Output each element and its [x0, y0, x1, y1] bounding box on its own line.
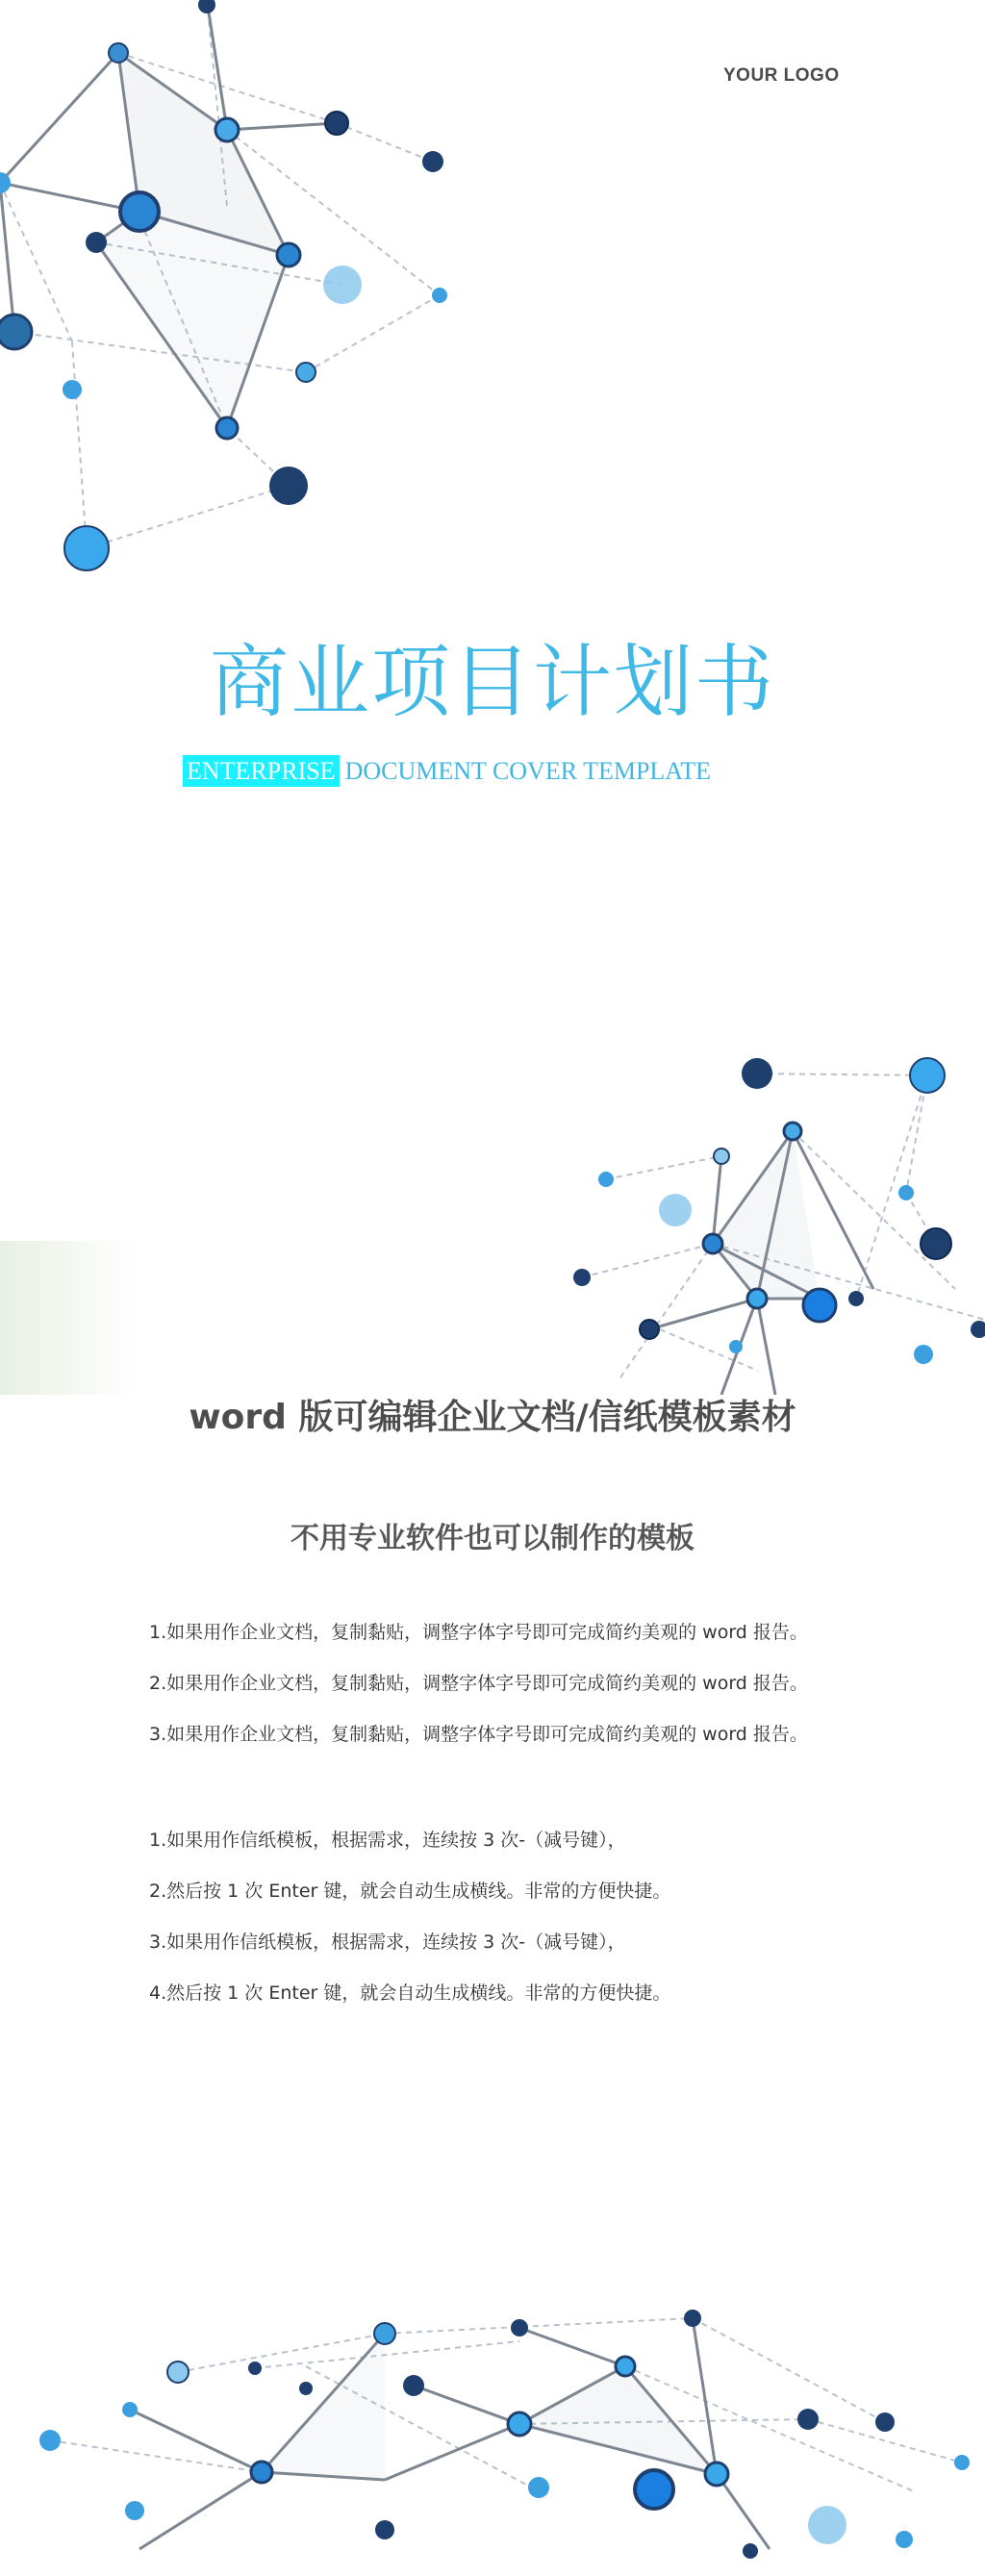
instruction-line: 1.如果用作企业文档，复制黏贴，调整字体字号即可完成简约美观的 word 报告。 — [149, 1622, 808, 1643]
subtitle-rest: DOCUMENT COVER TEMPLATE — [344, 757, 711, 785]
instruction-line: 4.然后按 1 次 Enter 键，就会自动生成横线。非常的方便快捷。 — [149, 1983, 671, 2004]
decorative-band — [0, 1241, 135, 1395]
instruction-line: 2.如果用作企业文档，复制黏贴，调整字体字号即可完成简约美观的 word 报告。 — [149, 1673, 808, 1694]
network-graphic-bottom — [0, 2299, 985, 2576]
instruction-line: 2.然后按 1 次 Enter 键，就会自动生成横线。非常的方便快捷。 — [149, 1881, 671, 1902]
network-graphic-middle-right — [539, 1020, 985, 1395]
section-subheading: 不用专业软件也可以制作的模板 — [290, 1522, 695, 1555]
logo-text: YOUR LOGO — [723, 65, 840, 86]
instruction-line: 3.如果用作信纸模板，根据需求，连续按 3 次-（减号键）， — [149, 1932, 626, 1953]
section-heading: word 版可编辑企业文档/信纸模板素材 — [189, 1398, 796, 1437]
network-graphic-top-left — [0, 0, 462, 596]
instruction-line: 3.如果用作企业文档，复制黏贴，调整字体字号即可完成简约美观的 word 报告。 — [149, 1724, 808, 1745]
cover-subtitle — [183, 750, 952, 793]
instruction-line: 1.如果用作信纸模板，根据需求，连续按 3 次-（减号键）， — [149, 1830, 626, 1851]
cover-title: 商业项目计划书 — [209, 637, 775, 728]
subtitle-highlight: ENTERPRISE — [183, 755, 340, 787]
